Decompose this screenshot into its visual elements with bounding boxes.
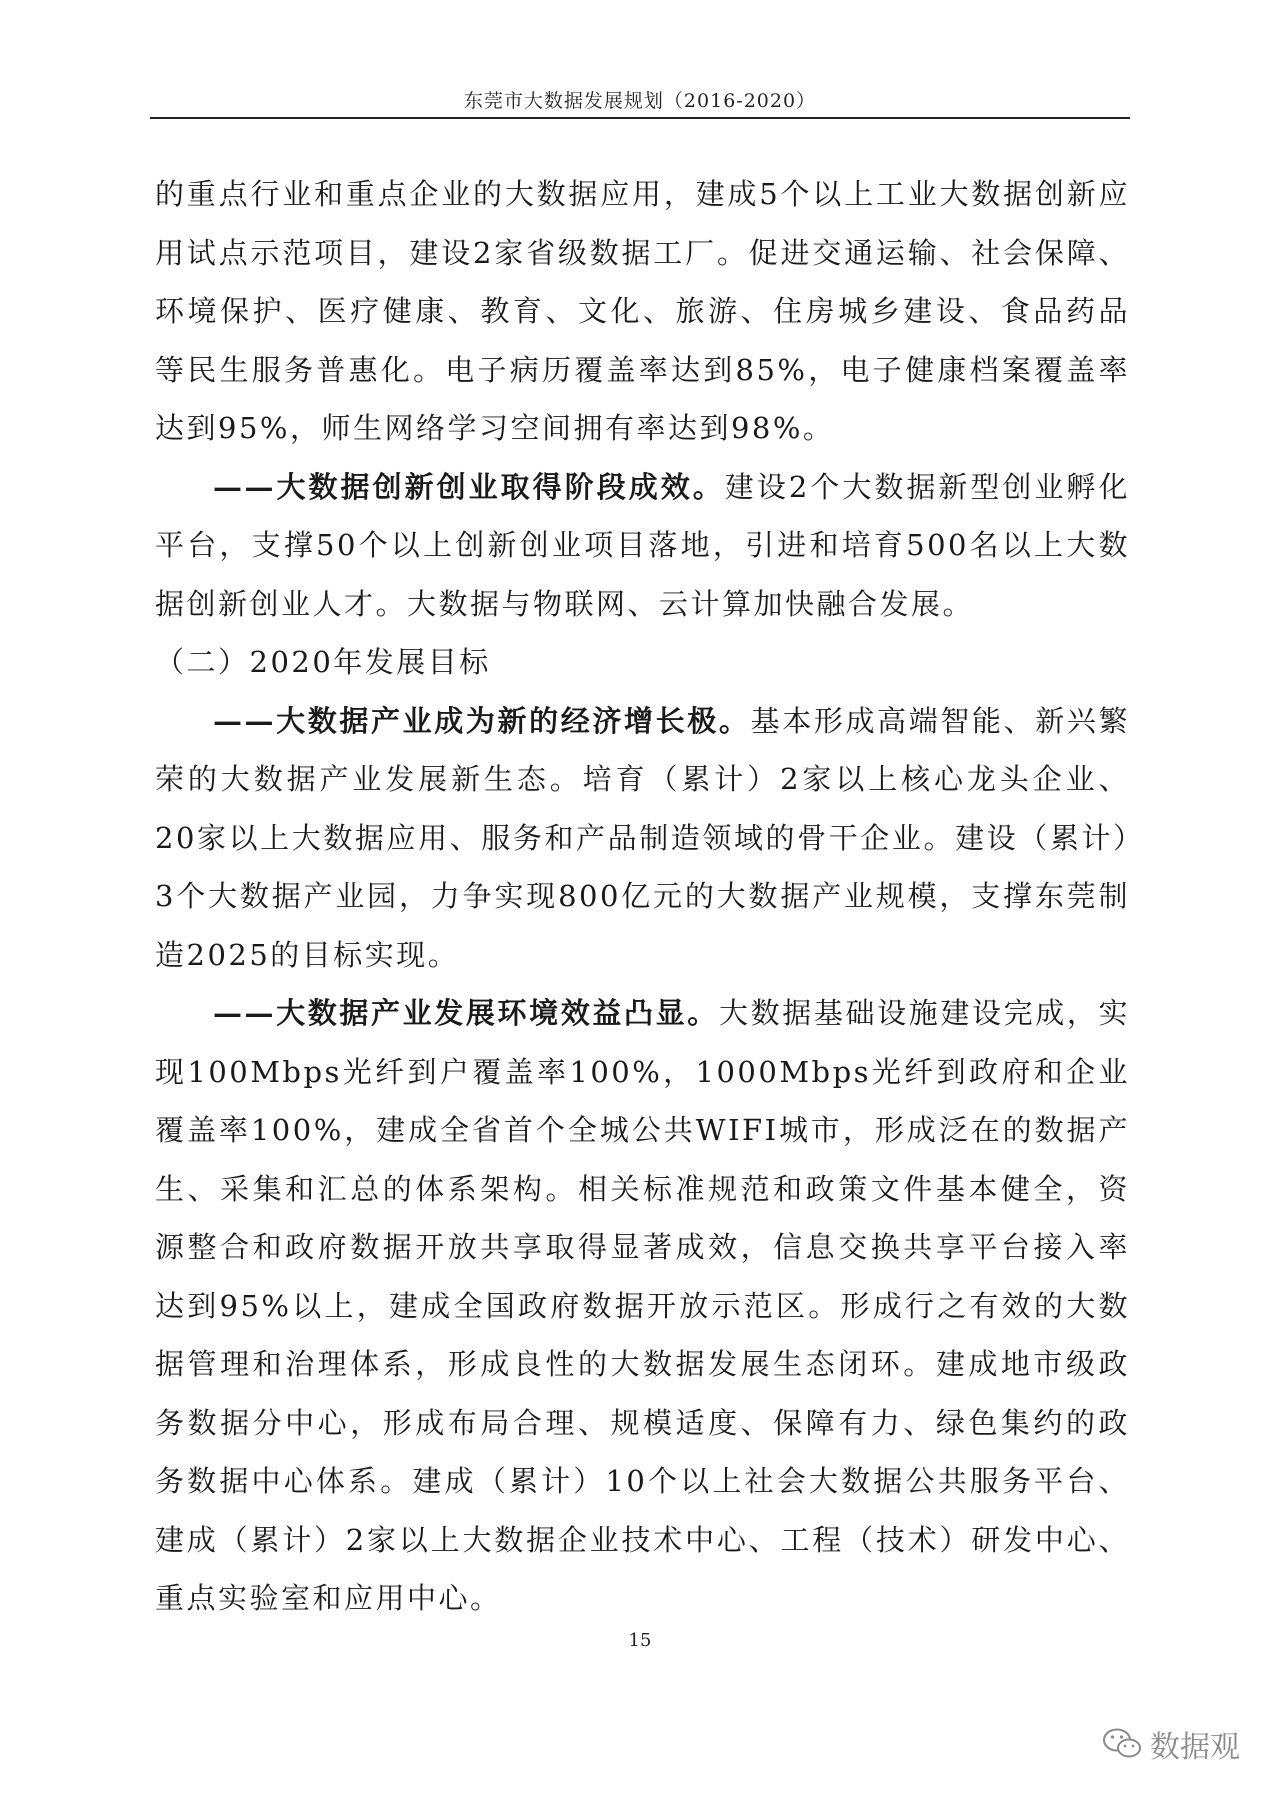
paragraph-3-text: 基本形成高端智能、新兴繁荣的大数据产业发展新生态。培育（累计）2家以上核心龙头企业、20家以上大数据应用、服务和产品制造领域的骨干企业。建设（累计）3个大数据产业园，力争实现800亿元的大数据产业规模，支撑东莞制造2025的目标实现。 — [155, 703, 1130, 972]
paragraph-2 — [155, 458, 1130, 634]
paragraph-4-text: 大数据基础设施建设完成，实现100Mbps光纤到户覆盖率100%，1000Mbps光纤到政府和企业覆盖率100%，建成全省首个全城公共WIFI城市，形成泛在的数据产生、采集和汇总的体系架构。相关标准规范和政策文件基本健全，资源整合和政府数据开放共享取得显著成效，信息交换共享平台接入率达到95%以上，建成全国政府数据开放示范区。形成行之有效的大数据管理和治理体系，形成良性的大数据发展生态闭环。建成地市级政务数据分中心，形成布局合理、规模适度、保障有力、绿色集约的政务数据中心体系。建成（累计）10个以上社会大数据公共服务平台、建成（累计）2家以上大数据企业技术中心、工程（技术）研发中心、重点实验室和应用中心。 — [155, 996, 1130, 1615]
paragraph-3 — [155, 692, 1130, 985]
paragraph-2-lead: ——大数据创新创业取得阶段成效。 — [213, 469, 725, 504]
page-number: 15 — [628, 1630, 652, 1651]
document-header-title: 东莞市大数据发展规划（2016-2020） — [463, 90, 817, 112]
paragraph-4-lead: ——大数据产业发展环境效益凸显。 — [213, 996, 719, 1030]
document-body — [155, 165, 1130, 1628]
header-divider — [150, 117, 1130, 119]
paragraph-4 — [155, 984, 1130, 1628]
watermark-label: 数据观 — [1150, 1730, 1240, 1765]
paragraph-1: 的重点行业和重点企业的大数据应用，建成5个以上工业大数据创新应用试点示范项目，建设2家省级数据工厂。促进交通运输、社会保障、环境保护、医疗健康、教育、文化、旅游、住房城乡建设、食品药品等民生服务普惠化。电子病历覆盖率达到85%，电子健康档案覆盖率达到95%，师生网络学习空间拥有率达到98%。 — [155, 177, 1130, 445]
paragraph-3-lead: ——大数据产业成为新的经济增长极。 — [213, 703, 751, 738]
watermark — [1102, 1722, 1240, 1766]
section-heading: （二）2020年发展目标 — [155, 645, 491, 679]
paragraph-2-text: 建设2个大数据新型创业孵化平台，支撑50个以上创新创业项目落地，引进和培育500名以上大数据创新创业人才。大数据与物联网、云计算加快融合发展。 — [155, 469, 1130, 621]
wechat-icon — [1102, 1727, 1142, 1761]
